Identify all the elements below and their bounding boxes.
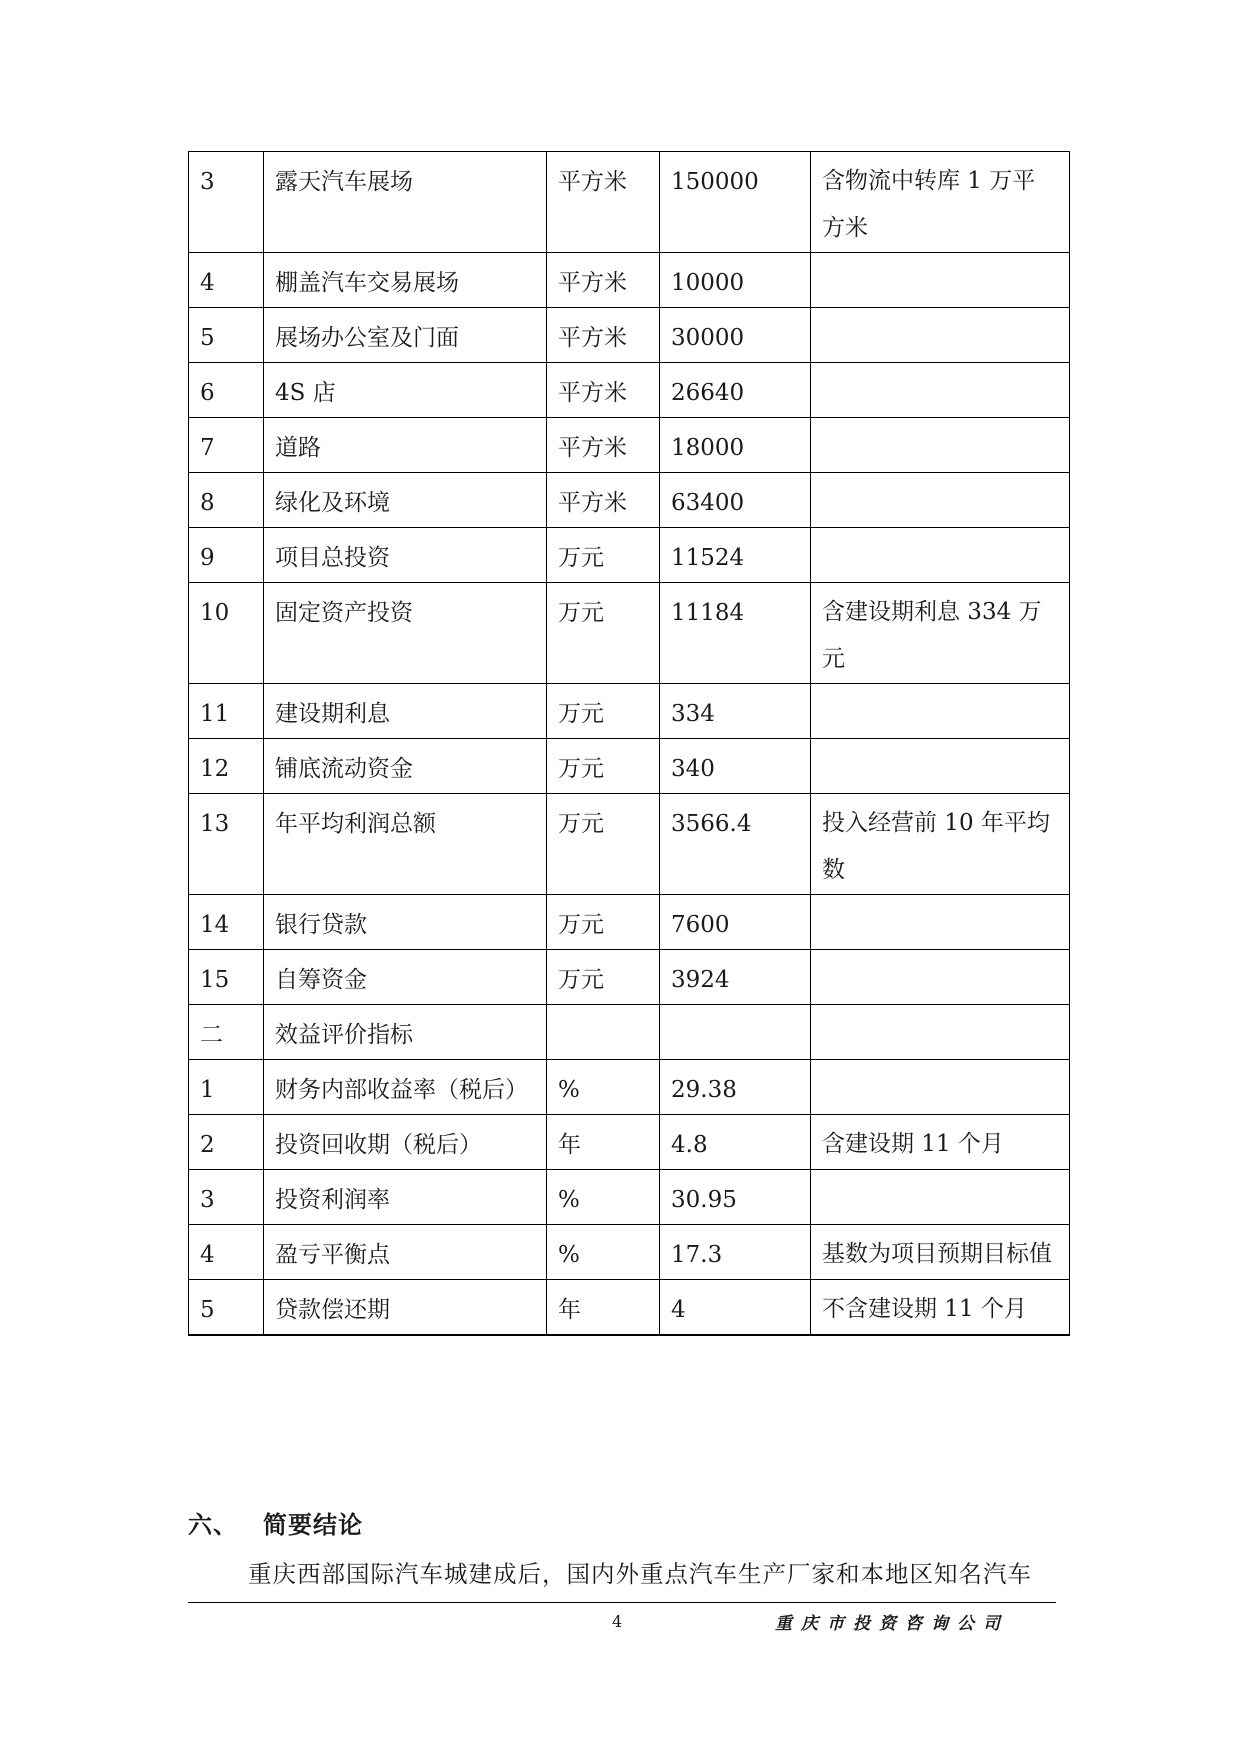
value: 340 [660,739,811,794]
table-row [189,1280,1070,1336]
unit: % [547,1170,660,1225]
footer-divider [188,1602,1056,1603]
row-number: 二 [189,1005,264,1060]
unit: 万元 [547,950,660,1005]
unit: 万元 [547,794,660,895]
unit: % [547,1060,660,1115]
row-number: 4 [189,253,264,308]
value: 4.8 [660,1115,811,1170]
unit: 年 [547,1115,660,1170]
row-number: 7 [189,418,264,473]
value: 11524 [660,528,811,583]
value: 18000 [660,418,811,473]
row-number: 13 [189,794,264,895]
item-name: 4S 店 [264,363,547,418]
unit: % [547,1225,660,1280]
item-name: 道路 [264,418,547,473]
note [811,528,1070,583]
table-row [189,308,1070,363]
value: 150000 [660,152,811,253]
note [811,473,1070,528]
value: 3566.4 [660,794,811,895]
row-number: 1 [189,1060,264,1115]
unit: 万元 [547,895,660,950]
section-heading [188,1508,363,1542]
item-name: 露天汽车展场 [264,152,547,253]
table-row [189,1115,1070,1170]
note: 基数为项目预期目标值 [811,1225,1070,1280]
page-number: 4 [612,1612,623,1631]
value: 334 [660,684,811,739]
company-name: 重庆市投资咨询公司 [775,1614,1009,1634]
table-row [189,950,1070,1005]
row-number: 12 [189,739,264,794]
table-row [189,363,1070,418]
table-row [189,739,1070,794]
row-number: 4 [189,1225,264,1280]
unit: 平方米 [547,363,660,418]
item-name: 建设期利息 [264,684,547,739]
value: 63400 [660,473,811,528]
unit: 平方米 [547,152,660,253]
row-number: 6 [189,363,264,418]
row-number: 15 [189,950,264,1005]
unit: 平方米 [547,473,660,528]
note [811,1005,1070,1060]
item-name: 财务内部收益率（税后） [264,1060,547,1115]
row-number: 11 [189,684,264,739]
item-name: 棚盖汽车交易展场 [264,253,547,308]
table-row [189,152,1070,253]
table-row [189,1060,1070,1115]
table-row [189,1170,1070,1225]
table-row [189,1005,1070,1060]
row-number: 2 [189,1115,264,1170]
value: 3924 [660,950,811,1005]
table-row [189,418,1070,473]
item-name: 铺底流动资金 [264,739,547,794]
table-row [189,684,1070,739]
section-number: 六、 [188,1510,238,1539]
row-number: 14 [189,895,264,950]
table-row [189,895,1070,950]
note [811,1060,1070,1115]
item-name: 年平均利润总额 [264,794,547,895]
value: 17.3 [660,1225,811,1280]
row-number: 10 [189,583,264,684]
row-number: 9 [189,528,264,583]
note [811,363,1070,418]
table-row [189,794,1070,895]
item-name: 投资回收期（税后） [264,1115,547,1170]
value: 7600 [660,895,811,950]
item-name: 展场办公室及门面 [264,308,547,363]
note: 含建设期利息 334 万元 [811,583,1070,684]
item-name: 自筹资金 [264,950,547,1005]
item-name: 绿化及环境 [264,473,547,528]
item-name: 项目总投资 [264,528,547,583]
section-title: 简要结论 [263,1510,363,1539]
unit: 平方米 [547,308,660,363]
value: 11184 [660,583,811,684]
note [811,1170,1070,1225]
unit: 万元 [547,684,660,739]
row-number: 5 [189,308,264,363]
note: 含建设期 11 个月 [811,1115,1070,1170]
table-row [189,473,1070,528]
note [811,895,1070,950]
investment-indicators-table [188,151,1070,1336]
value: 4 [660,1280,811,1336]
note [811,950,1070,1005]
item-name: 投资利润率 [264,1170,547,1225]
note [811,418,1070,473]
unit [547,1005,660,1060]
note [811,308,1070,363]
item-name: 盈亏平衡点 [264,1225,547,1280]
value: 29.38 [660,1060,811,1115]
value [660,1005,811,1060]
value: 26640 [660,363,811,418]
item-name: 效益评价指标 [264,1005,547,1060]
note [811,739,1070,794]
unit: 平方米 [547,253,660,308]
value: 30.95 [660,1170,811,1225]
conclusion-paragraph: 重庆西部国际汽车城建成后，国内外重点汽车生产厂家和本地区知名汽车 [248,1560,1032,1588]
item-name: 固定资产投资 [264,583,547,684]
note: 含物流中转库 1 万平方米 [811,152,1070,253]
unit: 平方米 [547,418,660,473]
unit: 年 [547,1280,660,1336]
table-row [189,1225,1070,1280]
value: 30000 [660,308,811,363]
note: 投入经营前 10 年平均数 [811,794,1070,895]
note [811,684,1070,739]
unit: 万元 [547,739,660,794]
unit: 万元 [547,528,660,583]
note [811,253,1070,308]
row-number: 3 [189,152,264,253]
row-number: 5 [189,1280,264,1336]
table-row [189,253,1070,308]
item-name: 银行贷款 [264,895,547,950]
table-row [189,583,1070,684]
row-number: 3 [189,1170,264,1225]
unit: 万元 [547,583,660,684]
item-name: 贷款偿还期 [264,1280,547,1336]
value: 10000 [660,253,811,308]
note: 不含建设期 11 个月 [811,1280,1070,1336]
table-row [189,528,1070,583]
row-number: 8 [189,473,264,528]
